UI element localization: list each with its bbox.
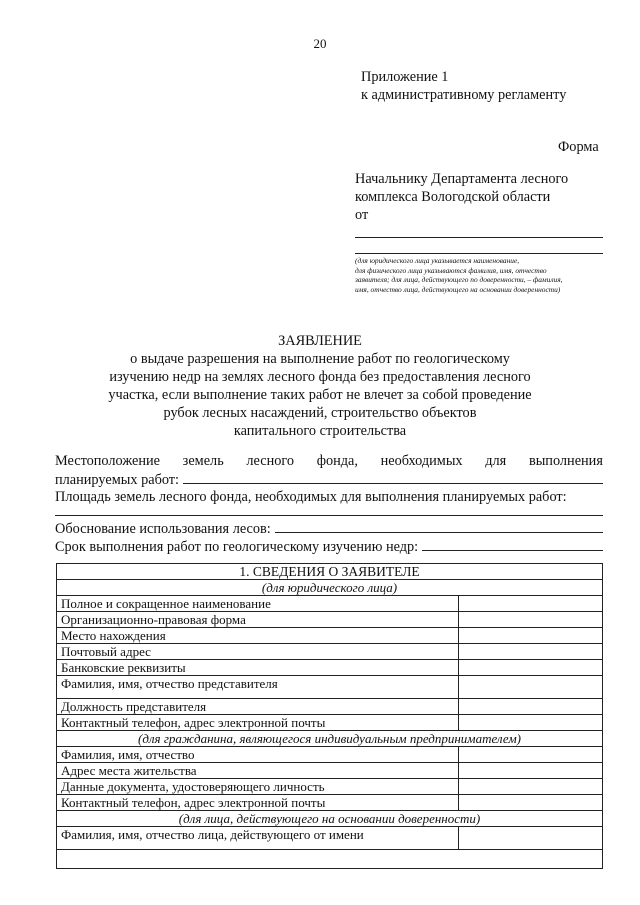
table-row: [57, 628, 603, 644]
title-line: о выдаче разрешения на выполнение работ по геологическому: [130, 351, 510, 367]
table-header: 1. СВЕДЕНИЯ О ЗАЯВИТЕЛЕ: [57, 564, 603, 580]
word: необходимых: [380, 453, 463, 469]
row-value-cell[interactable]: [459, 660, 603, 676]
note-line: заявителя; для лица, действующего по доверенности, – фамилия,: [355, 275, 563, 285]
page-number: 20: [313, 36, 327, 51]
term-field[interactable]: [55, 537, 603, 556]
word: Местоположение: [55, 453, 160, 469]
row-value-cell[interactable]: [459, 715, 603, 731]
appendix-line-2: к административному регламенту: [361, 87, 567, 103]
justification-field[interactable]: [55, 519, 603, 538]
row-label: Банковские реквизиты: [57, 660, 459, 676]
table-row: [57, 676, 603, 699]
row-label: Почтовый адрес: [57, 644, 459, 660]
location-input-line[interactable]: [183, 470, 603, 484]
table-row: [57, 763, 603, 779]
row-label: Фамилия, имя, отчество лица, действующего от имени: [57, 827, 459, 850]
note-line: для физического лица указываются фамилия, имя, отчество: [355, 265, 547, 275]
title-line: капитального строительства: [233, 423, 407, 439]
table-row: [57, 612, 603, 628]
row-value-cell[interactable]: [459, 779, 603, 795]
addressee-line-1: Начальнику Департамента лесного: [355, 171, 569, 187]
term-input-line[interactable]: [422, 537, 603, 551]
row-label: Данные документа, удостоверяющего личность: [57, 779, 459, 795]
document-heading: ЗАЯВЛЕНИЕ: [278, 333, 362, 349]
table-row: [57, 827, 603, 850]
row-value-cell[interactable]: [459, 612, 603, 628]
word: земель: [182, 453, 224, 469]
justification-input-line[interactable]: [275, 519, 603, 533]
row-value-cell[interactable]: [459, 763, 603, 779]
row-label: Адрес места жительства: [57, 763, 459, 779]
table-row: [57, 660, 603, 676]
row-value-cell[interactable]: [459, 644, 603, 660]
row-label: Фамилия, имя, отчество: [57, 747, 459, 763]
row-label: Место нахождения: [57, 628, 459, 644]
row-label: Должность представителя: [57, 699, 459, 715]
applicant-line-2: [355, 253, 603, 254]
row-label: Фамилия, имя, отчество представителя: [57, 676, 459, 699]
row-value-cell[interactable]: [459, 699, 603, 715]
applicant-line-1: [355, 237, 603, 238]
appendix-line-1: Приложение 1: [361, 69, 449, 85]
row-value-cell[interactable]: [459, 596, 603, 612]
table-row: [57, 596, 603, 612]
area-input-line[interactable]: [55, 515, 603, 516]
note-line: имя, отчество лица, действующего на основании доверенности): [355, 284, 561, 294]
word: фонда,: [316, 453, 358, 469]
area-field-label: Площадь земель лесного фонда, необходимых для выполнения планируемых работ:: [55, 489, 567, 505]
title-line: изучению недр на землях лесного фонда без предоставления лесного: [109, 369, 531, 385]
row-value-cell[interactable]: [459, 628, 603, 644]
row-label: Организационно-правовая форма: [57, 612, 459, 628]
form-label: Форма: [558, 139, 599, 155]
term-label: Срок выполнения работ по геологическому изучению недр:: [55, 539, 419, 555]
section-subtitle: (для лица, действующего на основании доверенности): [57, 811, 603, 827]
location-field-label: [55, 452, 603, 470]
table-row: [57, 715, 603, 731]
table-row: [57, 699, 603, 715]
title-line: рубок лесных насаждений, строительство объектов: [163, 405, 477, 421]
word: лесного: [246, 453, 295, 469]
table-row: [57, 644, 603, 660]
note-line: (для юридического лица указывается наименование,: [355, 256, 520, 265]
row-value-cell[interactable]: [459, 676, 603, 699]
row-value-cell[interactable]: [459, 795, 603, 811]
row-label: Контактный телефон, адрес электронной почты: [57, 715, 459, 731]
row-label: Полное и сокращенное наименование: [57, 596, 459, 612]
table-row: [57, 795, 603, 811]
word: выполнения: [528, 453, 603, 469]
table-row: [57, 747, 603, 763]
section-subtitle: (для юридического лица): [57, 580, 603, 596]
title-line: участка, если выполнение таких работ не влечет за собой проведение: [108, 387, 532, 403]
table-row: [57, 779, 603, 795]
location-field[interactable]: [55, 470, 603, 489]
row-label: Контактный телефон, адрес электронной почты: [57, 795, 459, 811]
word: для: [485, 453, 507, 469]
applicant-note: [355, 256, 605, 294]
location-field-cont: планируемых работ:: [55, 472, 180, 488]
row-value-cell[interactable]: [459, 747, 603, 763]
addressee-line-3: от: [355, 207, 369, 223]
applicant-info-table: [56, 563, 603, 850]
row-value-cell[interactable]: [459, 827, 603, 850]
section-subtitle: (для гражданина, являющегося индивидуальным предпринимателем): [57, 731, 603, 747]
justification-label: Обоснование использования лесов:: [55, 521, 271, 537]
addressee-line-2: комплекса Вологодской области: [355, 189, 551, 205]
